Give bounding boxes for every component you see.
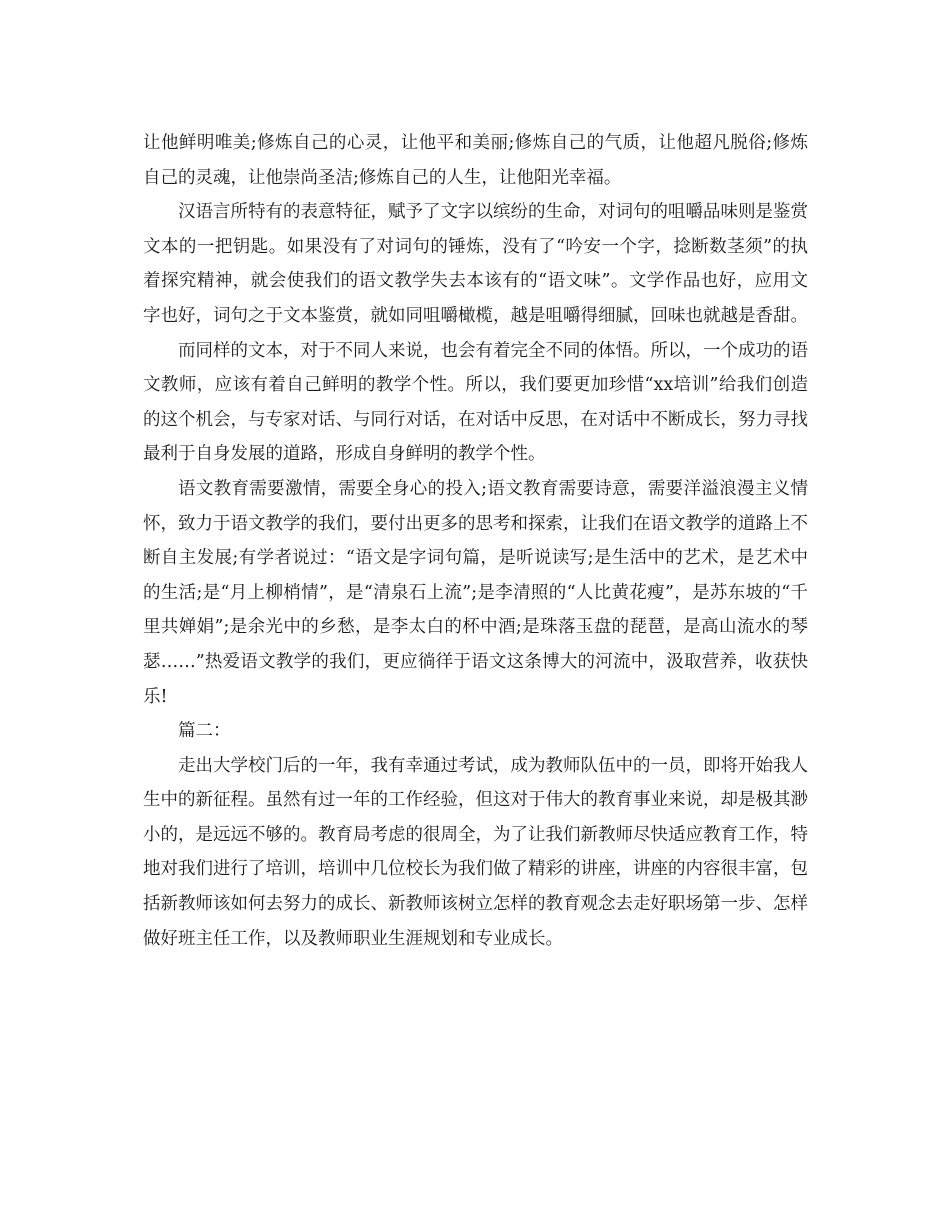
section-heading-part-two: 篇二： — [178, 721, 231, 742]
paragraph-passion: 语文教育需要激情，需要全身心的投入;语文教育需要诗意，需要洋溢浪漫主义情怀，致力于语文教学的我们，要付出更多的思考和探索，让我们在语文教学的道路上不断自主发展;有学者说过：“语文是字词句篇，是听说读写;是生活中的艺术，是艺术中的生活;是“月上柳梢情”，是“清泉石上流”;是李清照的“人比黄花瘦”，是苏东坡的“千里共婵娟”;是余光中的乡愁，是李太白的杯中酒;是珠落玉盘的琵琶，是高山流水的琴瑟……”热爱语文教学的我们，更应徜徉于语文这条博大的河流中，汲取营养，收获快乐! — [143, 478, 808, 707]
paragraph-continuation: 让他鲜明唯美;修炼自己的心灵，让他平和美丽;修炼自己的气质，让他超凡脱俗;修炼自己的灵魂，让他崇尚圣洁;修炼自己的人生，让他阳光幸福。 — [143, 133, 808, 188]
document-body — [143, 126, 808, 956]
paragraph-new-teacher-training: 走出大学校门后的一年，我有幸通过考试，成为教师队伍中的一员，即将开始我人生中的新征程。虽然有过一年的工作经验，但这对于伟大的教育事业来说，却是极其渺小的，是远远不够的。教育局考虑的很周全，为了让我们新教师尽快适应教育工作，特地对我们进行了培训，培训中几位校长为我们做了精彩的讲座，讲座的内容很丰富，包括新教师该如何去努力的成长、新教师该树立怎样的教育观念去走好职场第一步、怎样做好班主任工作，以及教师职业生涯规划和专业成长。 — [143, 755, 808, 949]
paragraph-word-tasting: 汉语言所特有的表意特征，赋予了文字以缤纷的生命，对词句的咀嚼品味则是鉴赏文本的一把钥匙。如果没有了对词句的锤炼，没有了“吟安一个字，捻断数茎须”的执着探究精神，就会使我们的语文教学失去本该有的“语文味”。文学作品也好，应用文字也好，词句之于文本鉴赏，就如同咀嚼橄榄，越是咀嚼得细腻，回味也就越是香甜。 — [143, 202, 808, 326]
paragraph-teaching-personality: 而同样的文本，对于不同人来说，也会有着完全不同的体悟。所以，一个成功的语文教师，应该有着自己鲜明的教学个性。所以，我们要更加珍惜“xx培训”给我们创造的这个机会，与专家对话、与同行对话，在对话中反思，在对话中不断成长，努力寻找最利于自身发展的道路，形成自身鲜明的教学个性。 — [143, 340, 808, 465]
